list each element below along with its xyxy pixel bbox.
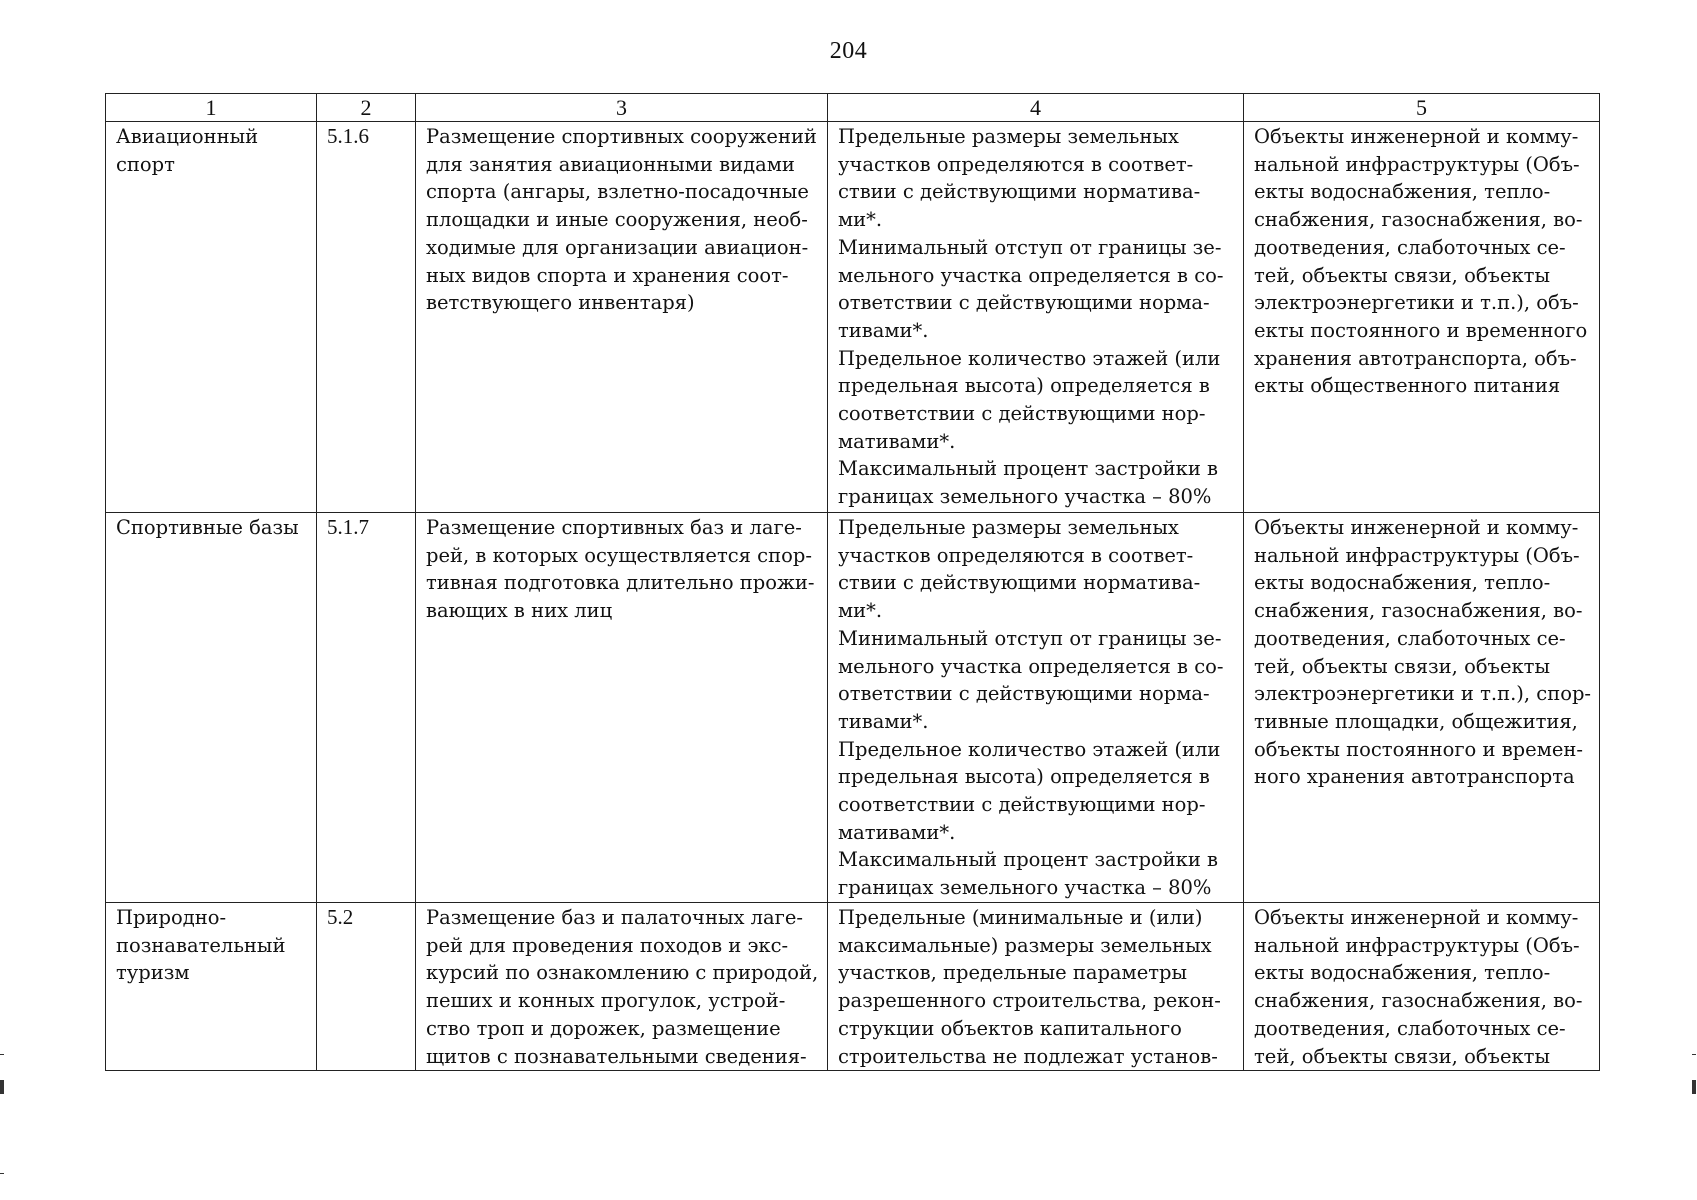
text-line: екты общественного питания: [1254, 374, 1561, 398]
text-line: Размещение спортивных баз и лаге-: [426, 516, 802, 539]
auxiliary-uses-cell: [1244, 903, 1600, 1071]
text-line: ответствии с действующими норма-: [838, 682, 1210, 706]
text-line: Максимальный процент застройки в: [838, 457, 1219, 481]
text-line: тей, объекты связи, объекты: [1254, 1044, 1550, 1068]
text-line: нальной инфраструктуры (Объ-: [1254, 543, 1580, 567]
auxiliary-uses-cell: [1244, 122, 1600, 513]
text-line: снабжения, газоснабжения, во-: [1254, 599, 1583, 623]
scan-mark-left-3: [0, 1173, 4, 1174]
text-line: туризм: [116, 961, 190, 985]
text-line: спорт: [116, 152, 175, 176]
use-code-cell: [317, 903, 416, 1071]
text-line: Спортивные базы: [116, 516, 299, 539]
text-line: екты постоянного и временного: [1254, 318, 1588, 342]
text-line: тей, объекты связи, объекты: [1254, 263, 1550, 287]
text-line: ствии с действующими норматива-: [838, 180, 1201, 204]
code-text: 5.1.6: [327, 124, 369, 148]
text-line: щитов с познавательными сведения-: [426, 1044, 807, 1068]
text-line: снабжения, газоснабжения, во-: [1254, 989, 1583, 1013]
text-line: Объекты инженерной и комму-: [1254, 906, 1579, 929]
description-cell: [416, 122, 828, 513]
text-line: познавательный: [116, 933, 286, 957]
text-line: тивная подготовка длительно прожи-: [426, 571, 815, 595]
parameters-cell: [828, 513, 1244, 903]
text-line: мативами*.: [838, 820, 956, 844]
use-code-cell: [317, 513, 416, 903]
text-line: рей, в которых осуществляется спор-: [426, 543, 812, 567]
text-line: доотведения, слаботочных се-: [1254, 1016, 1566, 1040]
parameters-cell: [828, 903, 1244, 1071]
text-line: максимальные) размеры земельных: [838, 933, 1212, 957]
text-line: участков определяются в соответ-: [838, 152, 1194, 176]
text-line: тивные площадки, общежития,: [1254, 709, 1578, 733]
land-use-table: [105, 93, 1600, 1071]
scan-mark-left-1: [0, 1054, 4, 1055]
table-row: [106, 122, 1600, 513]
text-line: нальной инфраструктуры (Объ-: [1254, 933, 1580, 957]
column-header-5: 5: [1244, 94, 1600, 122]
use-name-cell: [106, 513, 317, 903]
text-line: ных видов спорта и хранения соот-: [426, 263, 789, 287]
text-line: спорта (ангары, взлетно-посадочные: [426, 180, 809, 204]
text-line: курсий по ознакомлению с природой,: [426, 961, 819, 985]
text-line: ного хранения автотранспорта: [1254, 765, 1575, 789]
column-header-2: 2: [317, 94, 416, 122]
text-line: Минимальный отступ от границы зе-: [838, 626, 1222, 650]
text-line: мативами*.: [838, 429, 956, 453]
text-line: Предельное количество этажей (или: [838, 346, 1221, 370]
table-row: [106, 513, 1600, 903]
text-line: ответствии с действующими норма-: [838, 291, 1210, 315]
text-line: екты водоснабжения, тепло-: [1254, 961, 1551, 985]
text-line: площадки и иные сооружения, необ-: [426, 208, 808, 232]
text-line: ми*.: [838, 599, 883, 623]
text-line: Природно-: [116, 906, 227, 929]
text-line: нальной инфраструктуры (Объ-: [1254, 152, 1580, 176]
parameters-cell: [828, 122, 1244, 513]
text-line: вающих в них лиц: [426, 599, 613, 623]
text-line: предельная высота) определяется в: [838, 374, 1210, 398]
text-line: тивами*.: [838, 709, 929, 733]
column-header-1: 1: [106, 94, 317, 122]
text-line: тивами*.: [838, 318, 929, 342]
text-line: ходимые для организации авиацион-: [426, 235, 809, 259]
description-cell: [416, 903, 828, 1071]
text-line: рей для проведения походов и экс-: [426, 933, 789, 957]
text-line: ствии с действующими норматива-: [838, 571, 1201, 595]
text-line: Предельные (минимальные и (или): [838, 906, 1203, 929]
text-line: ство троп и дорожек, размещение: [426, 1016, 781, 1040]
text-line: границах земельного участка – 80%: [838, 876, 1212, 900]
text-line: для занятия авиационными видами: [426, 152, 795, 176]
text-line: соответствии с действующими нор-: [838, 793, 1206, 817]
text-line: мельного участка определяется в со-: [838, 654, 1224, 678]
scan-mark-right-2: [1692, 1080, 1696, 1094]
page-number: 204: [829, 38, 868, 64]
use-code-cell: [317, 122, 416, 513]
text-line: екты водоснабжения, тепло-: [1254, 571, 1551, 595]
text-line: Предельные размеры земельных: [838, 125, 1179, 148]
text-line: ми*.: [838, 208, 883, 232]
text-line: участков определяются в соответ-: [838, 543, 1194, 567]
text-line: Объекты инженерной и комму-: [1254, 516, 1579, 539]
column-header-4: 4: [828, 94, 1244, 122]
text-line: соответствии с действующими нор-: [838, 402, 1206, 426]
text-line: хранения автотранспорта, объ-: [1254, 346, 1577, 370]
text-line: ветствующего инвентаря): [426, 291, 695, 315]
text-line: участков, предельные параметры: [838, 961, 1188, 985]
text-line: объекты постоянного и времен-: [1254, 737, 1583, 761]
table-header: [106, 94, 1600, 122]
table-body: [106, 122, 1600, 1071]
text-line: снабжения, газоснабжения, во-: [1254, 208, 1583, 232]
text-line: строительства не подлежат установ-: [838, 1044, 1218, 1068]
text-line: мельного участка определяется в со-: [838, 263, 1224, 287]
text-line: тей, объекты связи, объекты: [1254, 654, 1550, 678]
scan-mark-left-2: [0, 1080, 4, 1094]
column-header-3: 3: [416, 94, 828, 122]
code-text: 5.2: [327, 905, 354, 929]
text-line: электроэнергетики и т.п.), спор-: [1254, 682, 1592, 706]
text-line: Размещение спортивных сооружений: [426, 125, 817, 148]
table-row: [106, 903, 1600, 1071]
text-line: границах земельного участка – 80%: [838, 485, 1212, 509]
text-line: предельная высота) определяется в: [838, 765, 1210, 789]
text-line: екты водоснабжения, тепло-: [1254, 180, 1551, 204]
text-line: доотведения, слаботочных се-: [1254, 626, 1566, 650]
text-line: электроэнергетики и т.п.), объ-: [1254, 291, 1579, 315]
text-line: Минимальный отступ от границы зе-: [838, 235, 1222, 259]
text-line: доотведения, слаботочных се-: [1254, 235, 1566, 259]
use-name-cell: [106, 122, 317, 513]
text-line: Максимальный процент застройки в: [838, 848, 1219, 872]
text-line: пеших и конных прогулок, устрой-: [426, 989, 786, 1013]
text-line: разрешенного строительства, рекон-: [838, 989, 1221, 1013]
description-cell: [416, 513, 828, 903]
text-line: Объекты инженерной и комму-: [1254, 125, 1579, 148]
code-text: 5.1.7: [327, 515, 369, 539]
text-line: Авиационный: [116, 125, 259, 148]
use-name-cell: [106, 903, 317, 1071]
text-line: Размещение баз и палаточных лаге-: [426, 906, 804, 929]
text-line: Предельные размеры земельных: [838, 516, 1179, 539]
header-row: [106, 94, 1600, 122]
auxiliary-uses-cell: [1244, 513, 1600, 903]
text-line: Предельное количество этажей (или: [838, 737, 1221, 761]
text-line: струкции объектов капитального: [838, 1016, 1182, 1040]
scan-mark-right-1: [1692, 1054, 1696, 1055]
